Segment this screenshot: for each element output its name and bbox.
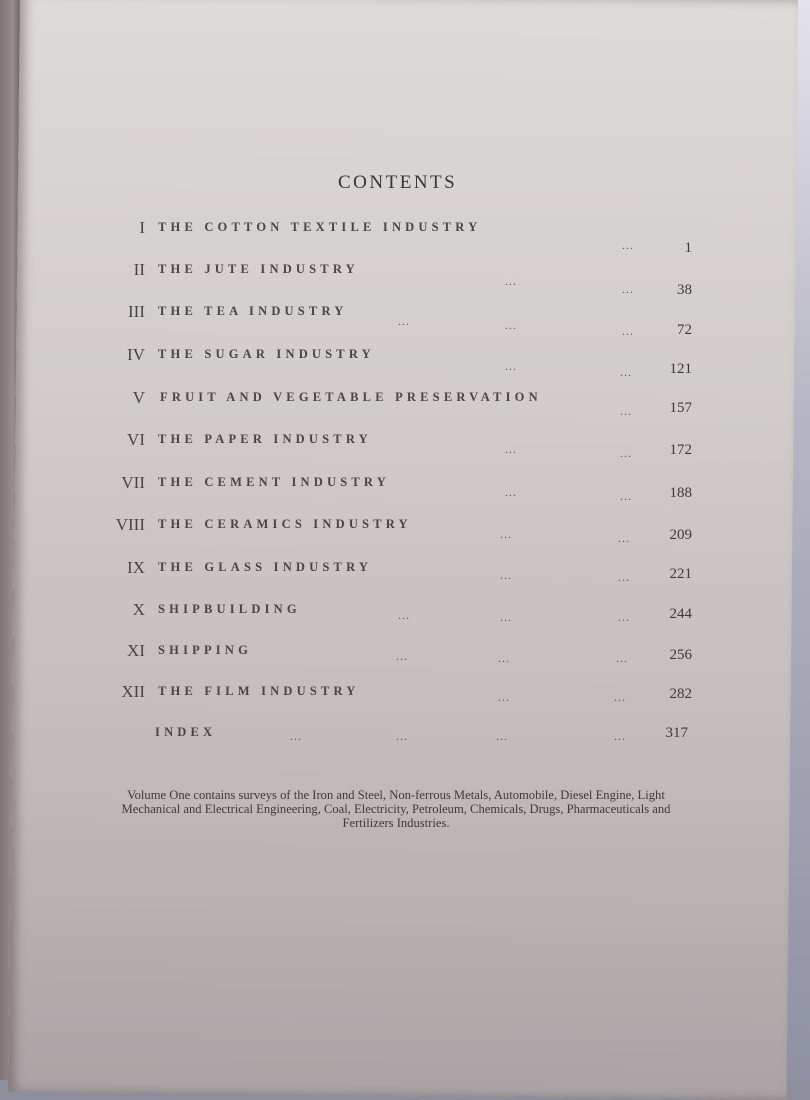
index-title: INDEX xyxy=(155,725,217,739)
dot-leader: ... xyxy=(618,570,630,584)
dot-leader: ... xyxy=(622,282,634,296)
chapter-title: SHIPBUILDING xyxy=(158,602,301,616)
chapter-title: THE CEMENT INDUSTRY xyxy=(158,475,390,489)
chapter-numeral: X xyxy=(132,600,145,619)
page-number: 244 xyxy=(669,606,692,622)
dot-leader: ... xyxy=(505,442,517,456)
dot-leader: ... xyxy=(620,446,632,460)
chapter-title: THE TEA INDUSTRY xyxy=(158,304,348,318)
toc-entry xyxy=(0,345,810,379)
chapter-title: THE COTTON TEXTILE INDUSTRY xyxy=(158,220,482,234)
chapter-title: SHIPPING xyxy=(158,643,253,657)
dot-leader: ... xyxy=(500,610,512,624)
page-number: 317 xyxy=(665,725,688,741)
dot-leader: ... xyxy=(500,568,512,582)
dot-leader: ... xyxy=(498,651,510,665)
chapter-numeral: I xyxy=(139,218,145,237)
dot-leader: ... xyxy=(620,489,632,503)
dot-leader: ... xyxy=(618,610,630,624)
toc-entry xyxy=(0,260,810,298)
chapter-numeral: IX xyxy=(127,558,145,577)
chapter-title: FRUIT AND VEGETABLE PRESERVATION xyxy=(160,390,542,404)
page-number: 38 xyxy=(677,282,692,298)
toc-entry xyxy=(0,302,810,338)
page-number: 72 xyxy=(677,322,692,338)
toc-entry xyxy=(0,641,810,665)
chapter-numeral: VIII xyxy=(115,515,145,534)
dot-leader: ... xyxy=(620,365,632,379)
chapter-numeral: VII xyxy=(121,473,145,492)
chapter-numeral: VI xyxy=(127,430,145,449)
dot-leader: ... xyxy=(505,485,517,499)
dot-leader: ... xyxy=(620,404,632,418)
dot-leader: ... xyxy=(398,608,410,622)
dot-leader: ... xyxy=(500,527,512,541)
toc-entry xyxy=(0,473,810,503)
page-number: 256 xyxy=(669,647,692,663)
dot-leader: ... xyxy=(398,314,410,328)
chapter-title: THE GLASS INDUSTRY xyxy=(158,560,373,574)
toc-entry xyxy=(0,218,810,256)
dot-leader: ... xyxy=(496,729,508,743)
toc-entry xyxy=(0,682,810,706)
chapter-numeral: IV xyxy=(127,345,145,364)
chapter-numeral: II xyxy=(133,260,145,279)
dot-leader: ... xyxy=(396,729,408,743)
dot-leader: ... xyxy=(616,651,628,665)
dot-leader: ... xyxy=(498,690,510,704)
page-number: 209 xyxy=(669,527,692,543)
chapter-title: THE PAPER INDUSTRY xyxy=(158,432,372,446)
dot-leader: ... xyxy=(618,531,630,545)
chapter-title: THE FILM INDUSTRY xyxy=(158,684,360,698)
dot-leader: ... xyxy=(396,649,408,663)
dot-leader: ... xyxy=(290,729,302,743)
page-number: 221 xyxy=(669,566,692,582)
page-number: 188 xyxy=(669,485,692,501)
chapter-numeral: XII xyxy=(121,682,145,701)
toc-entry xyxy=(0,558,810,582)
dot-leader: ... xyxy=(614,690,626,704)
dot-leader: ... xyxy=(614,729,626,743)
contents-heading: CONTENTS xyxy=(338,172,458,193)
chapter-numeral: III xyxy=(128,302,145,321)
toc-entry xyxy=(0,430,810,460)
dot-leader: ... xyxy=(622,324,634,338)
page-number: 157 xyxy=(669,400,692,416)
chapter-title: THE JUTE INDUSTRY xyxy=(158,262,359,276)
toc-entry xyxy=(0,515,810,545)
chapter-numeral: V xyxy=(132,388,145,407)
chapter-title: THE SUGAR INDUSTRY xyxy=(158,347,375,361)
page-number: 282 xyxy=(669,686,692,702)
page-number: 1 xyxy=(684,240,692,256)
dot-leader: ... xyxy=(505,318,517,332)
toc-entry xyxy=(0,388,810,418)
page-number: 121 xyxy=(669,361,692,377)
toc-entry xyxy=(0,600,810,624)
book-page xyxy=(8,0,797,1100)
dot-leader: ... xyxy=(505,359,517,373)
toc-entry-index xyxy=(0,723,810,747)
dot-leader: ... xyxy=(622,238,634,252)
dot-leader: ... xyxy=(505,274,517,288)
volume-note: Volume One contains surveys of the Iron and Steel, Non-ferrous Metals, Automobile, Diesel Engine, Light Mechanical and Electrical Engineering, Coal, Electricity, Petroleum, Chemicals, Drugs, Pharmaceuticals and Fertilizers Industries. xyxy=(121,788,671,830)
chapter-title: THE CERAMICS INDUSTRY xyxy=(158,517,412,531)
chapter-numeral: XI xyxy=(127,641,145,660)
page-number: 172 xyxy=(669,442,692,458)
